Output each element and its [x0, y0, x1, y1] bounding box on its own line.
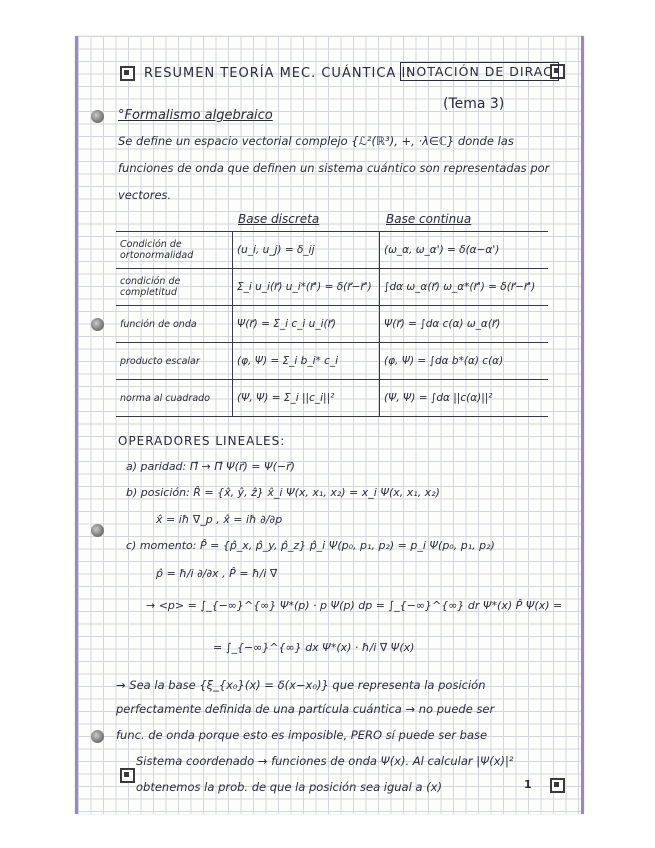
- page-title: RESUMEN TEORÍA MEC. CUÁNTICA I:: [144, 66, 412, 81]
- row-label: producto escalar: [116, 343, 233, 380]
- row-label: función de onda: [116, 306, 233, 343]
- discrete-cell: Ψ(r⃗) = Σ_i c_i u_i(r⃗): [233, 306, 380, 343]
- binder-hole: [91, 730, 104, 743]
- continuous-cell: ∫dα ω_α(r⃗) ω_α*(r⃗') = δ(r⃗−r⃗'): [380, 269, 549, 306]
- topic-label: (Tema 3): [443, 96, 505, 112]
- table-header-discrete: Base discreta: [238, 212, 320, 226]
- row-label: norma al cuadrado: [116, 380, 233, 417]
- section-heading: °Formalismo algebraico: [118, 108, 273, 123]
- page-number: 1: [524, 778, 532, 791]
- discrete-cell: (u_i, u_j) = δ_ij: [233, 232, 380, 269]
- table-row: [116, 306, 548, 343]
- discrete-cell: Σ_i u_i(r⃗) u_i*(r⃗') = δ(r⃗−r⃗'): [233, 269, 380, 306]
- table-row: [116, 232, 548, 269]
- corner-marker-bottom-left: [120, 768, 135, 783]
- corner-marker-bottom-right: [550, 778, 565, 793]
- discrete-cell: (Ψ, Ψ) = Σ_i ||c_i||²: [233, 380, 380, 417]
- operator-line: = ∫_{−∞}^{∞} dx Ψ*(x) · ħ/i ∇⃗ Ψ(x): [213, 641, 415, 654]
- corner-marker-top-left: [120, 66, 135, 81]
- operator-line: p̂ = ħ/i ∂/∂x , P̂ = ħ/i ∇⃗: [156, 567, 278, 580]
- closing-line: → Sea la base {ξ_{x₀}(x) = δ(x−x₀)} que representa la posición: [116, 678, 486, 692]
- intro-line: vectores.: [118, 188, 172, 202]
- discrete-cell: (φ, Ψ) = Σ_i b_i* c_i: [233, 343, 380, 380]
- intro-line: funciones de onda que definen un sistema cuántico son representadas por: [118, 161, 550, 175]
- closing-line: perfectamente definida de una partícula cuántica → no puede ser: [116, 702, 495, 716]
- binder-hole: [91, 318, 104, 331]
- operator-line: a) paridad: Π̂ → Π̂ Ψ(r⃗) = Ψ(−r⃗): [126, 460, 295, 473]
- continuous-cell: Ψ(r⃗) = ∫dα c(α) ω_α(r⃗): [380, 306, 549, 343]
- notebook-sheet: [75, 36, 584, 814]
- binder-hole: [91, 110, 104, 123]
- continuous-cell: (φ, Ψ) = ∫dα b*(α) c(α): [380, 343, 549, 380]
- table-header-continuous: Base continua: [386, 212, 472, 226]
- table-row: [116, 343, 548, 380]
- operator-line: → <p> = ∫_{−∞}^{∞} Ψ*(p) · p Ψ(p) dp = ∫_{−∞}^{∞} dr Ψ*(x) P̂ Ψ(x) =: [146, 599, 563, 612]
- table-row: [116, 380, 548, 417]
- closing-line: func. de onda porque esto es imposible, PERO sí puede ser base: [116, 728, 488, 742]
- operator-line: x̂ = iħ ∇_p , x̂ = iħ ∂/∂p: [156, 513, 283, 526]
- operators-heading: OPERADORES LINEALES:: [118, 434, 286, 448]
- continuous-cell: (Ψ, Ψ) = ∫dα ||c(α)||²: [380, 380, 549, 417]
- binder-hole: [91, 524, 104, 537]
- row-label: Condición de ortonormalidad: [116, 232, 233, 269]
- intro-line: Se define un espacio vectorial complejo {ℒ²(ℝ³), +, ·λ∈ℂ} donde las: [118, 134, 514, 148]
- operator-line: c) momento: P̂ = {p̂_x, p̂_y, p̂_z} p̂_i Ψ(p₀, p₁, p₂) = p_i Ψ(p₀, p₁, p₂): [126, 539, 495, 552]
- row-label: condición de completitud: [116, 269, 233, 306]
- page-title-boxed: NOTACIÓN DE DIRAC: [400, 62, 559, 81]
- closing-line: obtenemos la prob. de que la posición sea igual a (x): [136, 780, 442, 794]
- continuous-cell: (ω_α, ω_α') = δ(α−α'): [380, 232, 549, 269]
- closing-line: Sistema coordenado → funciones de onda Ψ(x). Al calcular |Ψ(x)|²: [136, 754, 514, 768]
- operator-line: b) posición: R̂ = {x̂, ŷ, ẑ} x̂_i Ψ(x, x₁, x₂) = x_i Ψ(x, x₁, x₂): [126, 486, 440, 499]
- table-row: [116, 269, 548, 306]
- bases-table: [116, 231, 548, 417]
